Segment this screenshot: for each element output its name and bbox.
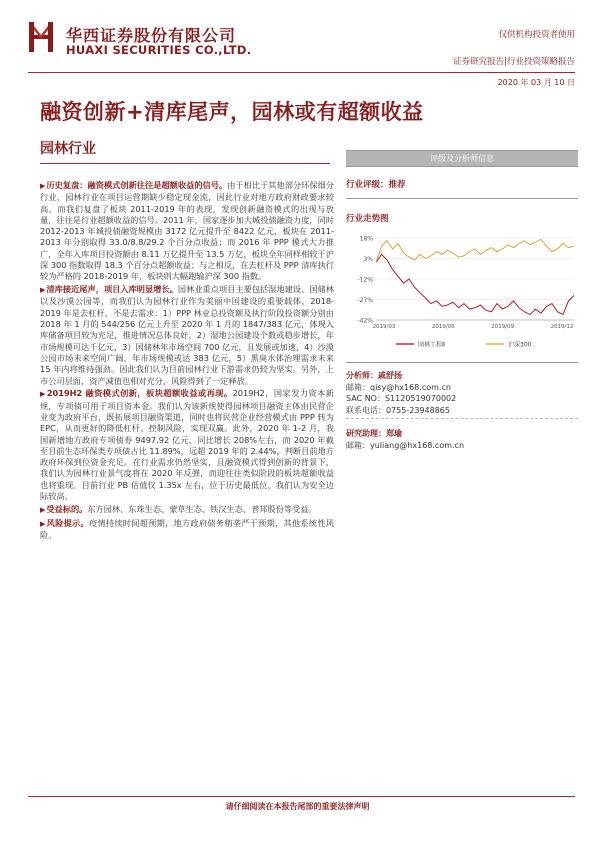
paragraph-text: 疫情持续时间超预期，地方政府债务稍垄严于预期，其他系统性风险。 bbox=[40, 517, 334, 540]
y-tick-label: 18% bbox=[359, 235, 373, 243]
paragraph-text: 由于相比于其他部分环保细分行业，园林行业在项目运营期缺少稳定现金流，因此行业对地方政府财政要求较高，而我们复盘了板块 2011-2019 年的表现，发现创新融资模式的出现与放量，往往是行业超额收益的信号。2011 年，国家逐步加大城投债融资力度，同时 2012-2013 年城投债融资规模由 3172 亿元提升至 8422 亿元，板块在 2011-2013 年分别取得 33.0/8.8/29.2 个百分点收益；而 2016 年 PPP 模式大力推广，全年入库项目投资额由 8.11 万亿提升至 13.5 万亿，板块全年同样相较于沪深 300 指数取得 18.3 个百分点超额收益；与之相反，在去杠杆及 PPP 清库执行较为严格的 2018-2019 年，板块则大幅跑输沪深 300 指数。 bbox=[40, 180, 334, 282]
paragraph-lead: 风险提示。 bbox=[46, 517, 89, 528]
assistant-info bbox=[346, 428, 578, 451]
header-divider bbox=[28, 72, 575, 73]
analyst-sac: S1120519070002 bbox=[384, 394, 457, 403]
industry-rating bbox=[346, 178, 578, 190]
paragraph-text: 东方园林、东珠生态、蒙草生态、铁汉生态、普邦股份等受益。 bbox=[87, 503, 317, 514]
x-tick-label: 2019/09 bbox=[491, 324, 515, 330]
rating-value: 推荐 bbox=[388, 180, 406, 190]
paragraph-lead: 受益标的。 bbox=[46, 503, 88, 514]
x-tick-label: 2019/06 bbox=[431, 324, 455, 330]
legal-notice[interactable]: 请仔细阅读在本报告尾部的重要法律声明 bbox=[225, 802, 370, 811]
bullet-icon: ▶ bbox=[40, 182, 46, 190]
paragraph-text: 2019H2，国家发力资本新规，专项债可用于项目资本金。我们认为该新规使得园林项目融资主体由民营企业变为政府平台，既拓展项目融资渠道，同时也将民营企业经营模式由 PPP 转为 EPC，从而更好的降低杠杆、控制风险，实现双赢。此外，2020 年 1-2 月，我国新增地方政府专项债券 9497.92 亿元，同比增长 208%左右，而 2020 年截至目前生态环保类专项债占比 11.89%，远超 2019 年的 2.44%，判断目前地方政府环保到位资金充足。在行业需求仍然坚实，且融资模式得到创新的背景下，我们认为园林行业景气度将在 2020 年反弹，而迎往往类似阶段的板块超额收益也将重现。目前行业 PB 估值仅 1.35x 左右，位于历史最低位，我们认为安全边际较高。 bbox=[40, 388, 334, 502]
bullet-icon: ▶ bbox=[40, 505, 46, 514]
analyst-divider bbox=[346, 418, 578, 419]
trend-chart bbox=[346, 232, 578, 362]
series-line bbox=[376, 254, 574, 314]
analyst-phone: 0755-23948865 bbox=[386, 405, 450, 415]
analyst-role: 分析师： bbox=[346, 371, 378, 380]
paragraph-lead: 清库接近尾声，项目入库明显增长。 bbox=[46, 284, 178, 295]
paragraph-lead: 历史复盘：融资模式创新往往是超额收益的信号。 bbox=[46, 180, 228, 190]
analyst-info bbox=[346, 370, 578, 416]
y-tick-label: -42% bbox=[357, 317, 373, 325]
y-tick-label: -12% bbox=[357, 276, 373, 284]
footer-divider bbox=[28, 796, 575, 797]
paragraph-text: 园林业重点项目主要包括湿地建设、国储林以及沙漠公园等，而我们认为园林行业作为美丽中国建设的重要载体，2018-2019 年是去杠杆，不是去需求：1）PPP 林业总投资额及执行阶段投资额分别由 2018 年 1 月的 544/256 亿元上升至 2020 年 1 月的 1847/383 亿元，体现入库储备项目较为充足，推进情况总体良好，2）湿地公园建设个数或稳步增长，年市场规模可达千亿元，3）国储林年市场空间 700 亿元，且发展或加速，4）沙漠公园市场未来空间广阔，年市场规模或达 383 亿元，5）黑臭水体治理需求未来 15 年内将维持强劲。因此我们认为目前园林行业下游需求仍较为坚实。另外，上市公司层面，资产减值也相对充分，风险得到了一定释放。 bbox=[40, 284, 334, 386]
company-name-cn: 华西证券股份有限公司 bbox=[66, 26, 237, 45]
industry-label: 园林行业 bbox=[40, 141, 96, 157]
paragraph-history bbox=[40, 180, 334, 283]
analyst-name: 戚舒扬 bbox=[378, 371, 402, 380]
x-tick-label: 2019/03 bbox=[372, 324, 396, 330]
company-name-en: HUAXI SECURITIES CO.,LTD. bbox=[66, 43, 252, 57]
analyst-email-label: 邮箱： bbox=[346, 382, 370, 392]
bullet-icon: ▶ bbox=[40, 390, 46, 399]
x-tick-label: 2019/12 bbox=[550, 324, 574, 330]
bullet-icon: ▶ bbox=[40, 286, 46, 295]
y-tick-label: -27% bbox=[357, 297, 373, 304]
chart-divider bbox=[346, 362, 578, 363]
paragraph-beneficiaries bbox=[40, 504, 334, 516]
assistant-role: 研究助理： bbox=[346, 429, 386, 438]
analyst-email[interactable]: qisy@hx168.com.cn bbox=[370, 382, 451, 392]
bullet-icon: ▶ bbox=[40, 519, 46, 528]
industry-divider bbox=[40, 163, 330, 164]
trend-chart-title: 行业走势图 bbox=[346, 214, 389, 224]
series-line bbox=[376, 239, 574, 262]
analyst-sac-label: SAC NO： bbox=[346, 394, 385, 403]
analyst-phone-label: 联系电话： bbox=[346, 405, 386, 415]
huaxi-logo-icon bbox=[29, 22, 53, 52]
report-date: 2020 年 03 月 10 日 bbox=[497, 78, 575, 87]
report-body bbox=[40, 180, 334, 543]
paragraph-lead: 2019H2 融资模式创新，板块超额收益或再现。 bbox=[46, 388, 233, 399]
paragraph-risk bbox=[40, 518, 334, 542]
legend-label: 沪深300 bbox=[508, 341, 532, 349]
paragraph-innovation bbox=[40, 388, 334, 502]
audience-note: 仅供机构投资者使用 bbox=[498, 30, 575, 40]
rating-divider bbox=[346, 198, 578, 199]
paragraph-clearing bbox=[40, 284, 334, 387]
report-type: 证券研究报告|行业投资策略报告 bbox=[453, 57, 575, 67]
panel-header: 评级及分析师信息 bbox=[346, 150, 578, 167]
rating-label: 行业评级： bbox=[346, 180, 389, 190]
y-tick-label: 3% bbox=[363, 256, 373, 263]
report-title: 融资创新+清库尾声，园林或有超额收益 bbox=[40, 100, 424, 124]
legend-label: 园林工程Ⅱ bbox=[418, 341, 445, 349]
assistant-email-label: 邮箱： bbox=[346, 440, 370, 450]
assistant-email[interactable]: yuliang@hx168.com.cn bbox=[370, 440, 465, 450]
assistant-name: 郑瑜 bbox=[386, 429, 402, 438]
